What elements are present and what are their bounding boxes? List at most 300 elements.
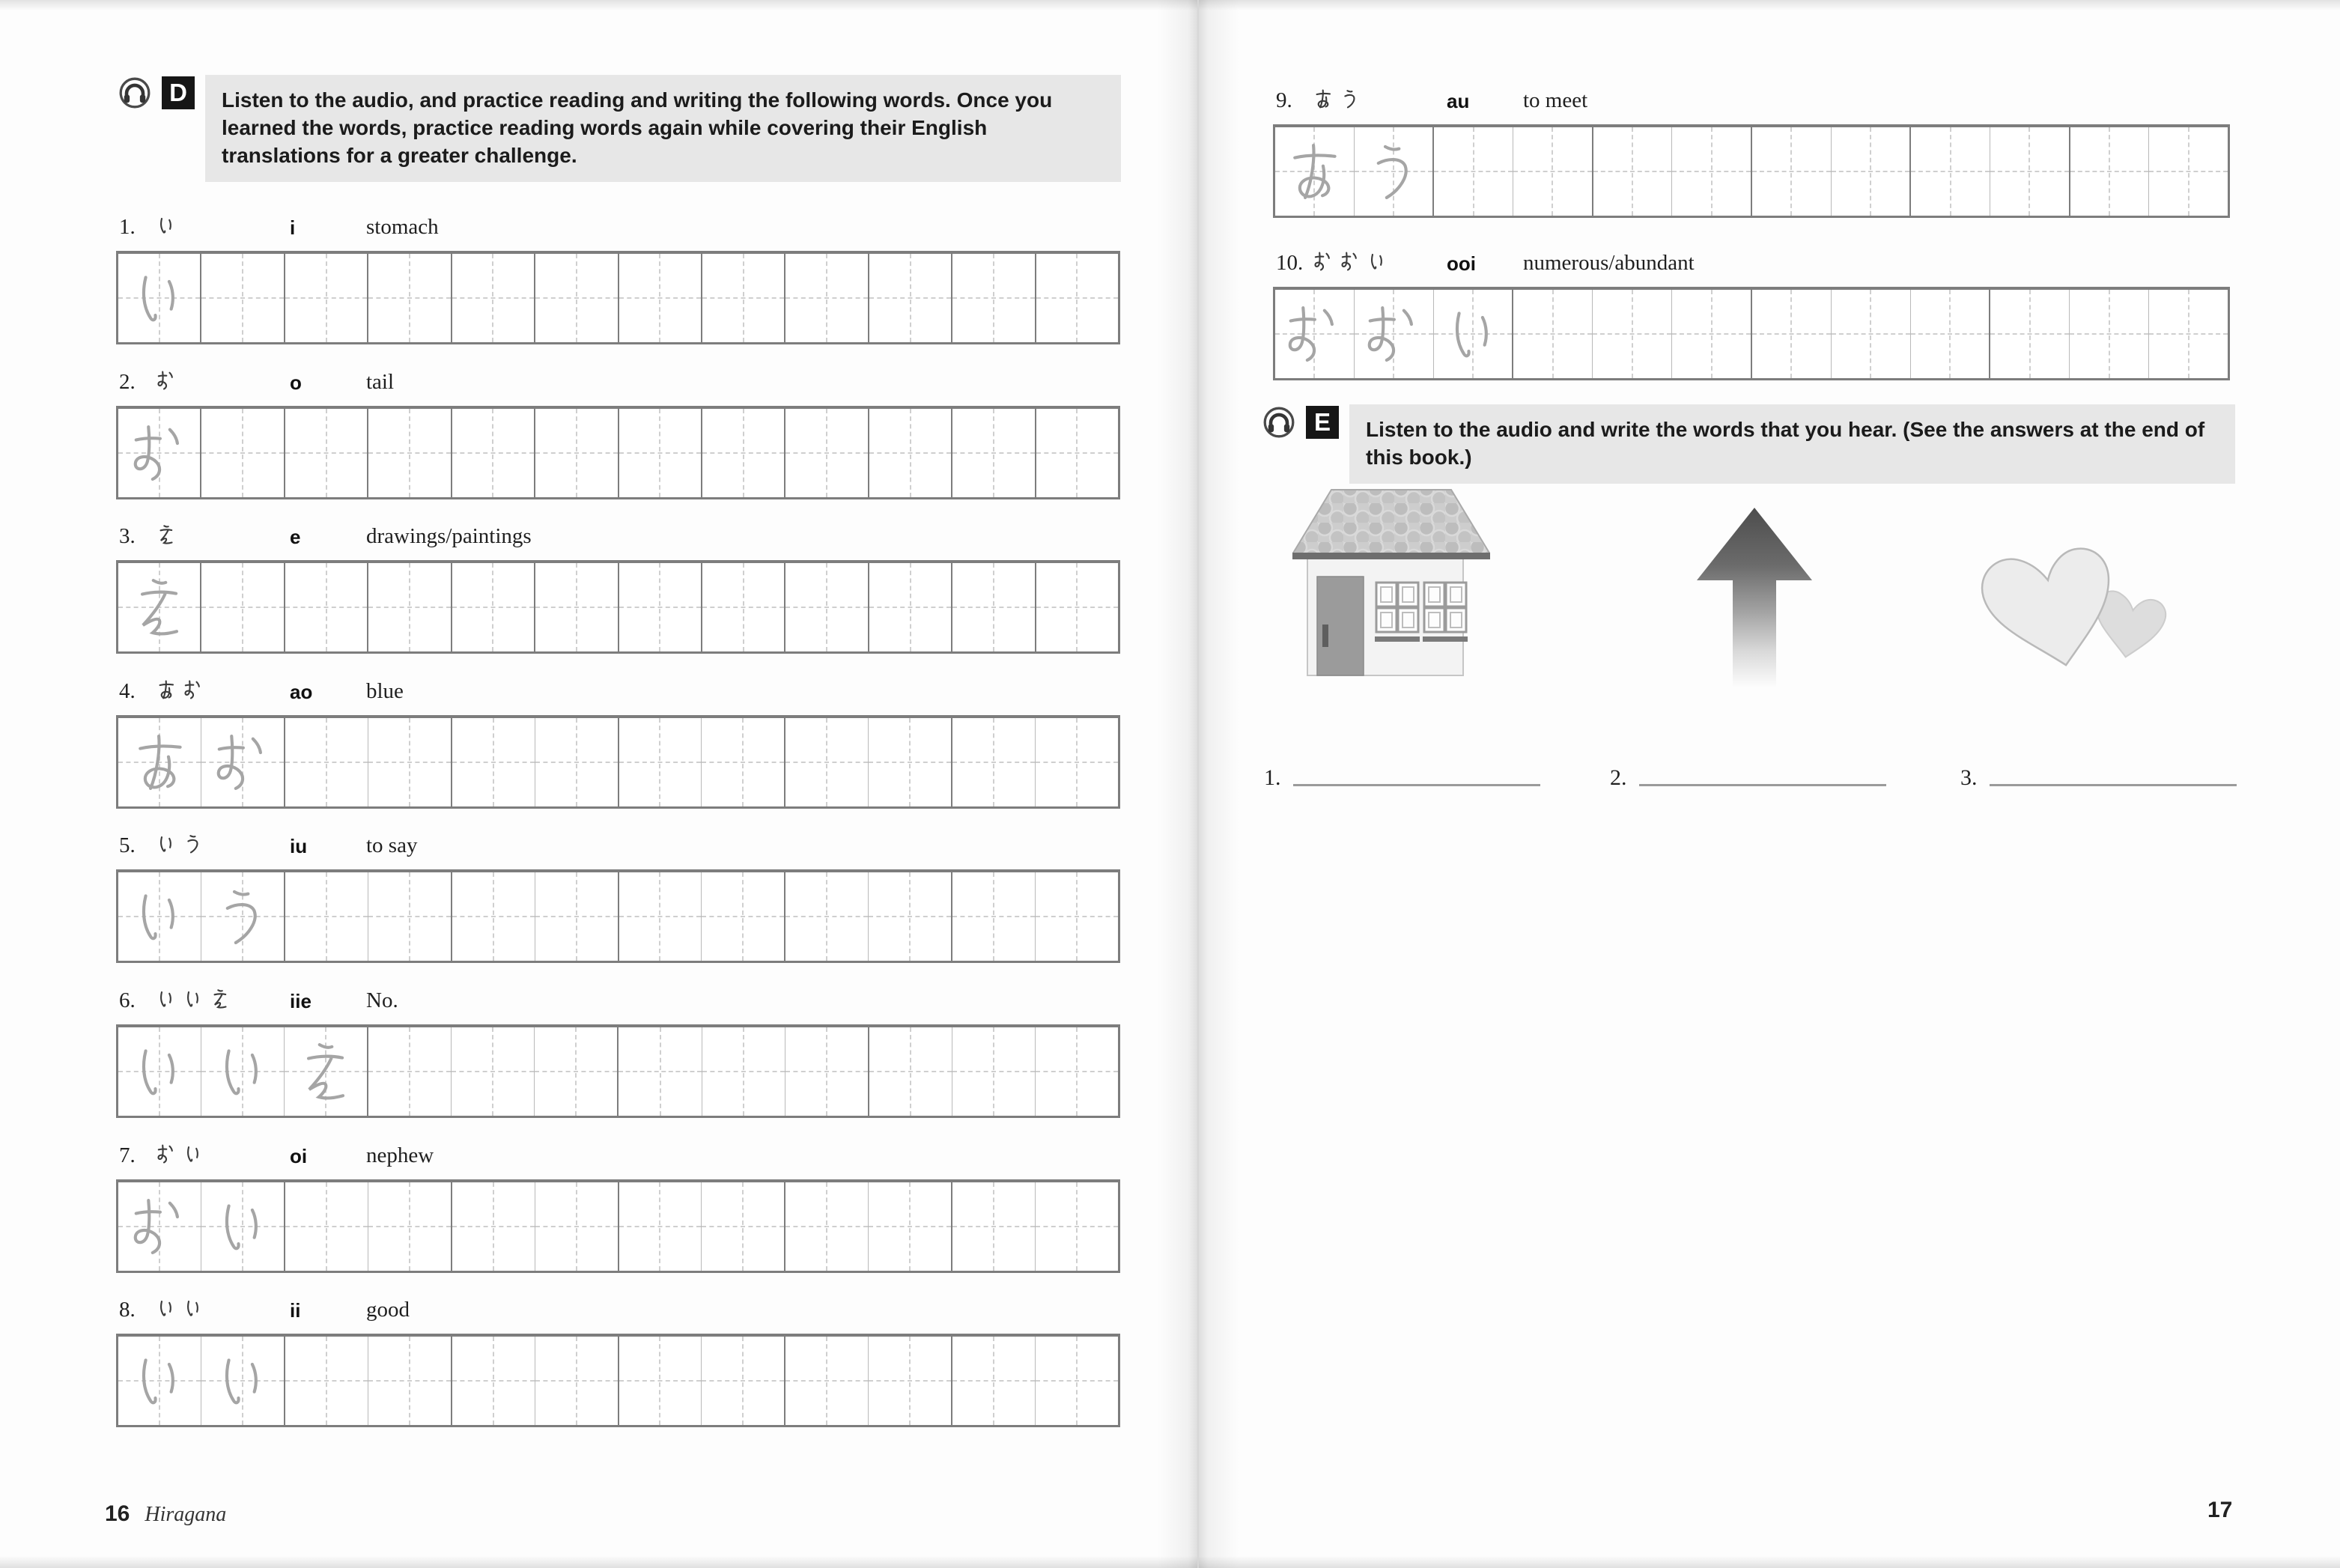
- practice-cell: [785, 563, 869, 651]
- cell-guide-horizontal: [368, 607, 450, 608]
- cell-guide-horizontal: [1672, 333, 1751, 335]
- cell-guide-horizontal: [785, 297, 867, 299]
- practice-cell: [452, 872, 535, 961]
- cell-guide-horizontal: [1036, 1226, 1118, 1227]
- cell-guide-horizontal: [619, 607, 701, 608]
- answer-write-line: [1639, 784, 1886, 786]
- practice-cell: [452, 1337, 535, 1425]
- item-english-translation: nephew: [366, 1143, 434, 1167]
- practice-cell: [869, 409, 952, 497]
- practice-cell: [118, 1337, 201, 1425]
- answer-blank-3: [1960, 765, 2237, 791]
- practice-cell: [368, 563, 452, 651]
- practice-cell: [952, 563, 1036, 651]
- practice-cell: [619, 1027, 702, 1116]
- practice-cell: [452, 718, 535, 806]
- practice-cell: [285, 1182, 368, 1271]
- practice-cell: [118, 1027, 201, 1116]
- practice-cell: [1990, 290, 2070, 378]
- trace-kana-glyph: [1280, 133, 1349, 210]
- practice-cell: [201, 409, 285, 497]
- cell-guide-horizontal: [452, 607, 534, 608]
- cell-guide-horizontal: [1752, 171, 1831, 172]
- trace-kana-glyph: [125, 1188, 194, 1265]
- practice-cell: [1672, 290, 1752, 378]
- cell-guide-horizontal: [1832, 171, 1910, 172]
- practice-cell: [285, 1027, 368, 1116]
- practice-cell: [1434, 127, 1513, 216]
- item-kana-word: [155, 212, 177, 239]
- writing-practice-grid: [1273, 124, 2230, 218]
- writing-practice-grid: [1273, 287, 2230, 380]
- answer-number: 1.: [1264, 765, 1281, 790]
- practice-cell: [368, 254, 452, 342]
- cell-guide-horizontal: [869, 762, 951, 763]
- practice-cell: [1672, 127, 1752, 216]
- cell-guide-horizontal: [452, 762, 535, 763]
- practice-cell: [702, 1337, 785, 1425]
- cell-guide-horizontal: [785, 916, 868, 917]
- practice-cell: [1036, 563, 1118, 651]
- cell-guide-horizontal: [702, 1071, 785, 1072]
- item-kana-word: [155, 830, 204, 857]
- item-number: 10.: [1276, 251, 1304, 275]
- hearts-icon: [1971, 518, 2213, 705]
- practice-cell: [535, 1337, 619, 1425]
- cell-guide-horizontal: [535, 762, 618, 763]
- practice-cell: [1036, 409, 1118, 497]
- cell-guide-horizontal: [785, 607, 867, 608]
- item-english-translation: tail: [366, 370, 395, 394]
- practice-cell: [702, 872, 785, 961]
- cell-guide-horizontal: [535, 1071, 617, 1072]
- practice-item-label: [116, 370, 1120, 406]
- cell-guide-horizontal: [452, 452, 534, 454]
- exercise-letter: D: [169, 79, 187, 106]
- answer-write-line: [1293, 784, 1540, 786]
- cell-guide-horizontal: [285, 452, 367, 454]
- cell-guide-horizontal: [1434, 171, 1513, 172]
- practice-cell: [1832, 127, 1912, 216]
- trace-kana-glyph: [208, 723, 277, 801]
- practice-item-row: [116, 988, 1120, 1118]
- practice-cell: [1355, 290, 1434, 378]
- cell-guide-horizontal: [702, 607, 784, 608]
- cell-guide-horizontal: [785, 1071, 868, 1072]
- item-kana-word: [155, 1295, 204, 1322]
- item-kana-word: [155, 676, 204, 703]
- cell-guide-horizontal: [869, 607, 951, 608]
- cell-guide-horizontal: [1036, 1071, 1118, 1072]
- writing-practice-grid: [116, 1334, 1120, 1427]
- trace-kana-glyph: [125, 259, 194, 337]
- cell-guide-horizontal: [535, 1226, 618, 1227]
- practice-item-row: [116, 215, 1120, 344]
- cell-guide-horizontal: [285, 607, 367, 608]
- practice-item-label: [116, 679, 1120, 715]
- cell-guide-horizontal: [702, 916, 784, 917]
- trace-kana-glyph: [125, 878, 194, 955]
- practice-cell: [1513, 290, 1593, 378]
- practice-cell: [368, 718, 452, 806]
- practice-item-label: [116, 215, 1120, 251]
- cell-guide-horizontal: [869, 916, 951, 917]
- practice-cell: [285, 872, 368, 961]
- exercise-e-instruction: Listen to the audio and write the words that you hear. (See the answers at the end of this book.): [1366, 418, 2205, 469]
- writing-practice-grid: [116, 1024, 1120, 1118]
- trace-kana-glyph: [1280, 295, 1349, 373]
- practice-item-row: [116, 370, 1120, 499]
- practice-cell: [1752, 127, 1832, 216]
- item-kana-word: [155, 367, 177, 394]
- page-number: 17: [2207, 1498, 2233, 1522]
- practice-cell: [1036, 1337, 1118, 1425]
- item-number: 1.: [119, 215, 136, 239]
- cell-guide-horizontal: [785, 762, 868, 763]
- practice-cell: [785, 1182, 869, 1271]
- cell-guide-horizontal: [1593, 171, 1672, 172]
- cell-guide-horizontal: [702, 297, 784, 299]
- practice-cell: [952, 872, 1036, 961]
- practice-cell: [285, 563, 368, 651]
- practice-cell: [201, 563, 285, 651]
- cell-guide-horizontal: [2149, 333, 2228, 335]
- cell-guide-horizontal: [452, 916, 535, 917]
- practice-cell: [1593, 290, 1672, 378]
- cell-guide-horizontal: [702, 1380, 784, 1382]
- practice-cell: [702, 563, 785, 651]
- practice-cell: [619, 254, 702, 342]
- cell-guide-horizontal: [285, 916, 368, 917]
- answer-number: 2.: [1610, 765, 1627, 790]
- practice-cell: [1593, 127, 1673, 216]
- writing-practice-grid: [116, 560, 1120, 654]
- cell-guide-horizontal: [1593, 333, 1671, 335]
- practice-item-row: [116, 679, 1120, 809]
- cell-guide-horizontal: [285, 762, 368, 763]
- cell-guide-horizontal: [785, 1380, 868, 1382]
- answer-number: 3.: [1960, 765, 1978, 790]
- cell-guide-horizontal: [452, 1380, 535, 1382]
- left-page-footer: [105, 1501, 226, 1527]
- cell-guide-horizontal: [869, 297, 951, 299]
- practice-cell: [201, 872, 285, 961]
- practice-cell: [1513, 127, 1593, 216]
- trace-kana-glyph: [125, 414, 194, 492]
- practice-cell: [535, 409, 619, 497]
- item-english-translation: drawings/paintings: [366, 524, 532, 548]
- practice-cell: [452, 1182, 535, 1271]
- practice-cell: [869, 254, 952, 342]
- cell-guide-horizontal: [1672, 171, 1751, 172]
- cell-guide-horizontal: [285, 1226, 368, 1227]
- section-title: Hiragana: [145, 1503, 227, 1526]
- practice-cell: [118, 409, 201, 497]
- cell-guide-horizontal: [1036, 1380, 1118, 1382]
- practice-cell: [118, 872, 201, 961]
- cell-guide-horizontal: [452, 1071, 534, 1072]
- cell-guide-horizontal: [702, 452, 784, 454]
- practice-cell: [1036, 718, 1118, 806]
- cell-guide-horizontal: [535, 916, 618, 917]
- practice-cell: [452, 254, 535, 342]
- practice-cell: [118, 718, 201, 806]
- cell-guide-horizontal: [368, 916, 451, 917]
- exercise-e-instruction-box: [1349, 404, 2235, 484]
- cell-guide-horizontal: [952, 762, 1035, 763]
- practice-cell: [452, 409, 535, 497]
- practice-cell: [2070, 127, 2150, 216]
- trace-kana-glyph: [208, 1188, 277, 1265]
- cell-guide-horizontal: [1990, 171, 2069, 172]
- cell-guide-horizontal: [285, 297, 367, 299]
- item-english-translation: No.: [366, 988, 398, 1012]
- cell-guide-horizontal: [1911, 171, 1990, 172]
- practice-cell: [785, 1337, 869, 1425]
- cell-guide-horizontal: [952, 297, 1034, 299]
- cell-guide-horizontal: [869, 1071, 952, 1072]
- cell-guide-horizontal: [619, 1226, 702, 1227]
- practice-item-label: [116, 833, 1120, 869]
- cell-guide-horizontal: [1036, 916, 1118, 917]
- practice-cell: [619, 1182, 702, 1271]
- practice-cell: [1275, 127, 1355, 216]
- practice-item-label: [116, 1298, 1120, 1334]
- practice-cell: [1355, 127, 1435, 216]
- item-number: 7.: [119, 1143, 136, 1167]
- cell-guide-horizontal: [535, 607, 617, 608]
- practice-cell: [952, 1027, 1036, 1116]
- practice-cell: [285, 718, 368, 806]
- practice-cell: [619, 718, 702, 806]
- cell-guide-horizontal: [535, 1380, 618, 1382]
- item-number: 9.: [1276, 88, 1292, 112]
- trace-kana-glyph: [125, 568, 194, 646]
- practice-cell: [785, 409, 869, 497]
- cell-guide-horizontal: [1832, 333, 1910, 335]
- cell-guide-horizontal: [869, 1380, 951, 1382]
- practice-cell: [785, 718, 869, 806]
- trace-kana-glyph: [125, 1342, 194, 1420]
- practice-cell: [1036, 254, 1118, 342]
- cell-guide-horizontal: [619, 916, 702, 917]
- audio-icon: [118, 76, 151, 109]
- practice-cell: [702, 409, 785, 497]
- practice-cell: [952, 718, 1036, 806]
- practice-cell: [201, 1337, 285, 1425]
- practice-cell: [118, 563, 201, 651]
- item-number: 5.: [119, 833, 136, 857]
- item-number: 3.: [119, 524, 136, 548]
- cell-guide-horizontal: [2070, 171, 2149, 172]
- item-romaji: e: [290, 526, 301, 548]
- trace-kana-glyph: [1359, 133, 1428, 210]
- practice-cell: [952, 1182, 1036, 1271]
- item-kana-word: [155, 985, 231, 1012]
- practice-cell: [785, 254, 869, 342]
- cell-guide-horizontal: [2149, 171, 2228, 172]
- practice-cell: [452, 563, 535, 651]
- practice-cell: [619, 563, 702, 651]
- practice-cell: [1275, 290, 1355, 378]
- cell-guide-horizontal: [1911, 333, 1990, 335]
- cell-guide-horizontal: [201, 607, 283, 608]
- practice-cell: [368, 409, 452, 497]
- cell-guide-horizontal: [368, 1071, 451, 1072]
- item-number: 4.: [119, 679, 136, 703]
- cell-guide-horizontal: [368, 1226, 451, 1227]
- cell-guide-horizontal: [619, 297, 701, 299]
- practice-cell: [535, 254, 619, 342]
- practice-cell: [952, 1337, 1036, 1425]
- cell-guide-horizontal: [952, 607, 1034, 608]
- answer-write-line: [1990, 784, 2237, 786]
- cell-guide-horizontal: [201, 297, 283, 299]
- right-page-footer: [2207, 1498, 2232, 1523]
- cell-guide-horizontal: [1036, 607, 1118, 608]
- practice-cell: [1036, 1027, 1118, 1116]
- practice-cell: [535, 1027, 619, 1116]
- item-number: 8.: [119, 1298, 136, 1322]
- practice-cell: [952, 409, 1036, 497]
- cell-guide-horizontal: [702, 1226, 784, 1227]
- practice-item-label: [1273, 88, 2230, 124]
- exercise-d-instruction-box: [205, 75, 1121, 182]
- practice-cell: [118, 254, 201, 342]
- cell-guide-horizontal: [368, 452, 450, 454]
- trace-kana-glyph: [1438, 295, 1507, 373]
- item-romaji: ooi: [1447, 252, 1476, 275]
- audio-icon: [1262, 406, 1295, 439]
- practice-cell: [118, 1182, 201, 1271]
- item-romaji: o: [290, 371, 302, 394]
- practice-cell: [535, 718, 619, 806]
- item-kana-word: [1312, 85, 1361, 112]
- page-gutter-line: [1197, 0, 1199, 1568]
- cell-guide-horizontal: [1513, 171, 1592, 172]
- writing-practice-grid: [116, 406, 1120, 499]
- practice-item-label: [116, 524, 1120, 560]
- cell-guide-horizontal: [535, 297, 617, 299]
- practice-item-row: [116, 1298, 1120, 1427]
- practice-cell: [1752, 290, 1832, 378]
- cell-guide-horizontal: [285, 1380, 368, 1382]
- practice-item-row: [116, 524, 1120, 654]
- practice-item-row: [116, 1143, 1120, 1273]
- item-english-translation: stomach: [366, 215, 439, 239]
- writing-practice-grid: [116, 251, 1120, 344]
- practice-item-label: [116, 988, 1120, 1024]
- cell-guide-horizontal: [1513, 333, 1592, 335]
- practice-cell: [869, 718, 952, 806]
- exercise-d-letter-box: [162, 76, 195, 109]
- cell-guide-horizontal: [1990, 333, 2069, 335]
- practice-cell: [535, 872, 619, 961]
- cell-guide-horizontal: [702, 762, 784, 763]
- exercise-d-instruction: Listen to the audio, and practice reading and writing the following words. Once you learned the words, practice reading words again while covering their English translations for a greater challenge.: [222, 88, 1053, 167]
- practice-item-row: [1273, 251, 2230, 380]
- practice-item-row: [116, 833, 1120, 963]
- practice-cell: [869, 563, 952, 651]
- practice-cell: [368, 872, 452, 961]
- practice-cell: [285, 409, 368, 497]
- trace-kana-glyph: [208, 1342, 277, 1420]
- exercise-e-letter-box: [1306, 406, 1339, 439]
- answer-blank-1: [1264, 765, 1540, 791]
- item-romaji: au: [1447, 90, 1470, 112]
- item-romaji: oi: [290, 1145, 308, 1167]
- cell-guide-horizontal: [1752, 333, 1831, 335]
- trace-kana-glyph: [1359, 295, 1428, 373]
- practice-cell: [619, 409, 702, 497]
- practice-cell: [1911, 290, 1991, 378]
- cell-guide-horizontal: [368, 1380, 451, 1382]
- practice-cell: [535, 563, 619, 651]
- practice-cell: [619, 1337, 702, 1425]
- practice-cell: [2149, 290, 2228, 378]
- practice-item-label: [116, 1143, 1120, 1179]
- cell-guide-horizontal: [452, 297, 534, 299]
- item-english-translation: blue: [366, 679, 404, 703]
- item-english-translation: to say: [366, 833, 418, 857]
- practice-cell: [702, 1182, 785, 1271]
- item-romaji: iie: [290, 990, 312, 1012]
- practice-item-label: [1273, 251, 2230, 287]
- exercise-e-header: [1262, 404, 2235, 484]
- practice-cell: [619, 872, 702, 961]
- cell-guide-horizontal: [1036, 452, 1118, 454]
- trace-kana-glyph: [125, 723, 194, 801]
- item-romaji: i: [290, 216, 296, 239]
- item-english-translation: to meet: [1523, 88, 1588, 112]
- practice-cell: [201, 718, 285, 806]
- item-romaji: ii: [290, 1299, 301, 1322]
- practice-cell: [702, 1027, 785, 1116]
- writing-practice-grid: [116, 1179, 1120, 1273]
- cell-guide-horizontal: [619, 1071, 701, 1072]
- practice-cell: [702, 254, 785, 342]
- cell-guide-horizontal: [1036, 297, 1118, 299]
- exercise-letter: E: [1313, 408, 1331, 436]
- trace-kana-glyph: [208, 878, 277, 955]
- up-arrow-icon: [1697, 508, 1812, 687]
- cell-guide-horizontal: [619, 1380, 702, 1382]
- practice-cell: [1832, 290, 1911, 378]
- practice-cell: [452, 1027, 535, 1116]
- practice-cell: [2149, 127, 2228, 216]
- answer-blank-2: [1610, 765, 1886, 791]
- cell-guide-horizontal: [201, 452, 283, 454]
- item-number: 6.: [119, 988, 136, 1012]
- practice-cell: [1036, 872, 1118, 961]
- cell-guide-horizontal: [952, 452, 1034, 454]
- cell-guide-horizontal: [952, 1071, 1035, 1072]
- practice-cell: [368, 1027, 452, 1116]
- practice-cell: [1911, 127, 1990, 216]
- practice-cell: [702, 718, 785, 806]
- practice-cell: [952, 254, 1036, 342]
- cell-guide-horizontal: [619, 452, 701, 454]
- item-kana-word: [155, 521, 177, 548]
- practice-cell: [1990, 127, 2070, 216]
- trace-kana-glyph: [208, 1033, 277, 1110]
- practice-cell: [201, 1182, 285, 1271]
- house-icon: [1292, 484, 1490, 683]
- practice-cell: [285, 1337, 368, 1425]
- practice-cell: [869, 872, 952, 961]
- practice-cell: [368, 1182, 452, 1271]
- cell-guide-horizontal: [368, 297, 450, 299]
